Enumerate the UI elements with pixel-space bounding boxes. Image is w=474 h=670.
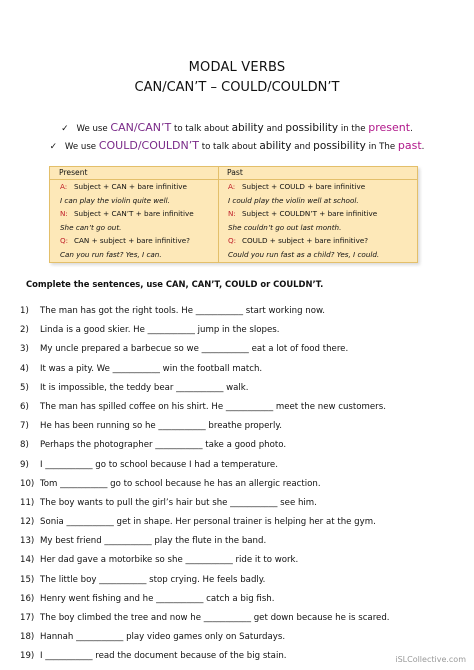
present-column <box>50 167 219 262</box>
exercise-item: 10) Tom ___________ go to school because he has an allergic reaction. <box>20 478 321 489</box>
exercise-item: 4) It was a pity. We ___________ win the football match. <box>20 363 263 374</box>
page-subtitle: CAN/CAN’T – COULD/COULDN’T <box>134 80 340 95</box>
page-title: MODAL VERBS <box>188 60 286 75</box>
grammar-line: Q: CAN + subject + bare infinitive? <box>60 236 190 245</box>
exercise-item: 17) The boy climbed the tree and now he ___________ get down because he is scared. <box>20 613 390 623</box>
exercise-item: 11) The boy wants to pull the girl’s hair but she ___________ see him. <box>20 497 317 508</box>
exercise-item: 13) My best friend ___________ play the flute in the band. <box>20 536 267 547</box>
grammar-table <box>49 166 418 263</box>
watermark: iSLCollective.com <box>395 655 466 664</box>
past-column <box>218 167 417 262</box>
tense-past: past <box>397 139 422 152</box>
grammar-example: I could play the violin well at school. <box>228 195 359 205</box>
grammar-example: Could you run fast as a child? Yes, I could. <box>228 249 380 259</box>
grammar-line: A: Subject + CAN + bare infinitive <box>60 182 187 191</box>
exercise-item: 8) Perhaps the photographer ___________ take a good photo. <box>20 440 287 451</box>
exercise-item: 7) He has been running so he ___________ breathe properly. <box>20 421 282 432</box>
exercise-item: 1) The man has got the right tools. He ___________ start working now. <box>20 306 325 316</box>
exercise-item: 3) My uncle prepared a barbecue so we ___________ eat a lot of food there. <box>20 344 349 355</box>
exercise-item: 12) Sonia ___________ get in shape. Her personal trainer is helping her at the gym. <box>20 517 376 528</box>
check-icon: ✓ <box>61 124 69 134</box>
exercise-item: 15) The little boy ___________ stop crying. He feels badly. <box>20 574 266 585</box>
grammar-line: Q: COULD + subject + bare infinitive? <box>228 236 369 245</box>
exercise-item: 16) Henry went fishing and he ___________ catch a big fish. <box>20 593 275 604</box>
exercise-instruction: Complete the sentences, use CAN, CAN’T, COULD or COULDN’T. <box>26 279 324 289</box>
grammar-line: A: Subject + COULD + bare infinitive <box>228 182 366 191</box>
exercise-item: 5) It is impossible, the teddy bear ___________ walk. <box>20 382 249 393</box>
exercise-item: 2) Linda is a good skier. He ___________ jump in the slopes. <box>20 325 280 336</box>
present-heading: Present <box>50 167 218 180</box>
tense-present: present <box>368 121 411 134</box>
rule-past: ✓ We use COULD/COULDN’T to talk about ability and possibility in The past. <box>49 139 425 152</box>
modal-past: COULD/COULDN’T <box>98 139 199 152</box>
exercise-item: 18) Hannah ___________ play video games only on Saturdays. <box>20 632 286 643</box>
exercise-list <box>20 303 460 668</box>
grammar-example: She couldn’t go out last month. <box>228 222 342 232</box>
rule-present: ✓ We use CAN/CAN’T to talk about ability and possibility in the present. <box>61 121 413 134</box>
exercise-item: 19) I ___________ read the document because of the big stain. <box>20 651 287 662</box>
exercise-item: 14) Her dad gave a motorbike so she ___________ ride it to work. <box>20 555 299 566</box>
grammar-line: N: Subject + COULDN’T + bare infinitive <box>228 209 378 218</box>
exercise-item: 6) The man has spilled coffee on his shirt. He ___________ meet the new customers. <box>20 401 386 412</box>
check-icon: ✓ <box>49 142 58 152</box>
modal-present: CAN/CAN’T <box>110 121 172 134</box>
grammar-example: She can’t go out. <box>60 222 122 232</box>
grammar-line: N: Subject + CAN’T + bare infinitive <box>60 209 194 218</box>
exercise-item: 9) I ___________ go to school because I had a temperature. <box>20 459 278 470</box>
past-heading: Past <box>218 167 417 180</box>
grammar-example: Can you run fast? Yes, I can. <box>60 249 162 259</box>
grammar-example: I can play the violin quite well. <box>60 195 170 205</box>
